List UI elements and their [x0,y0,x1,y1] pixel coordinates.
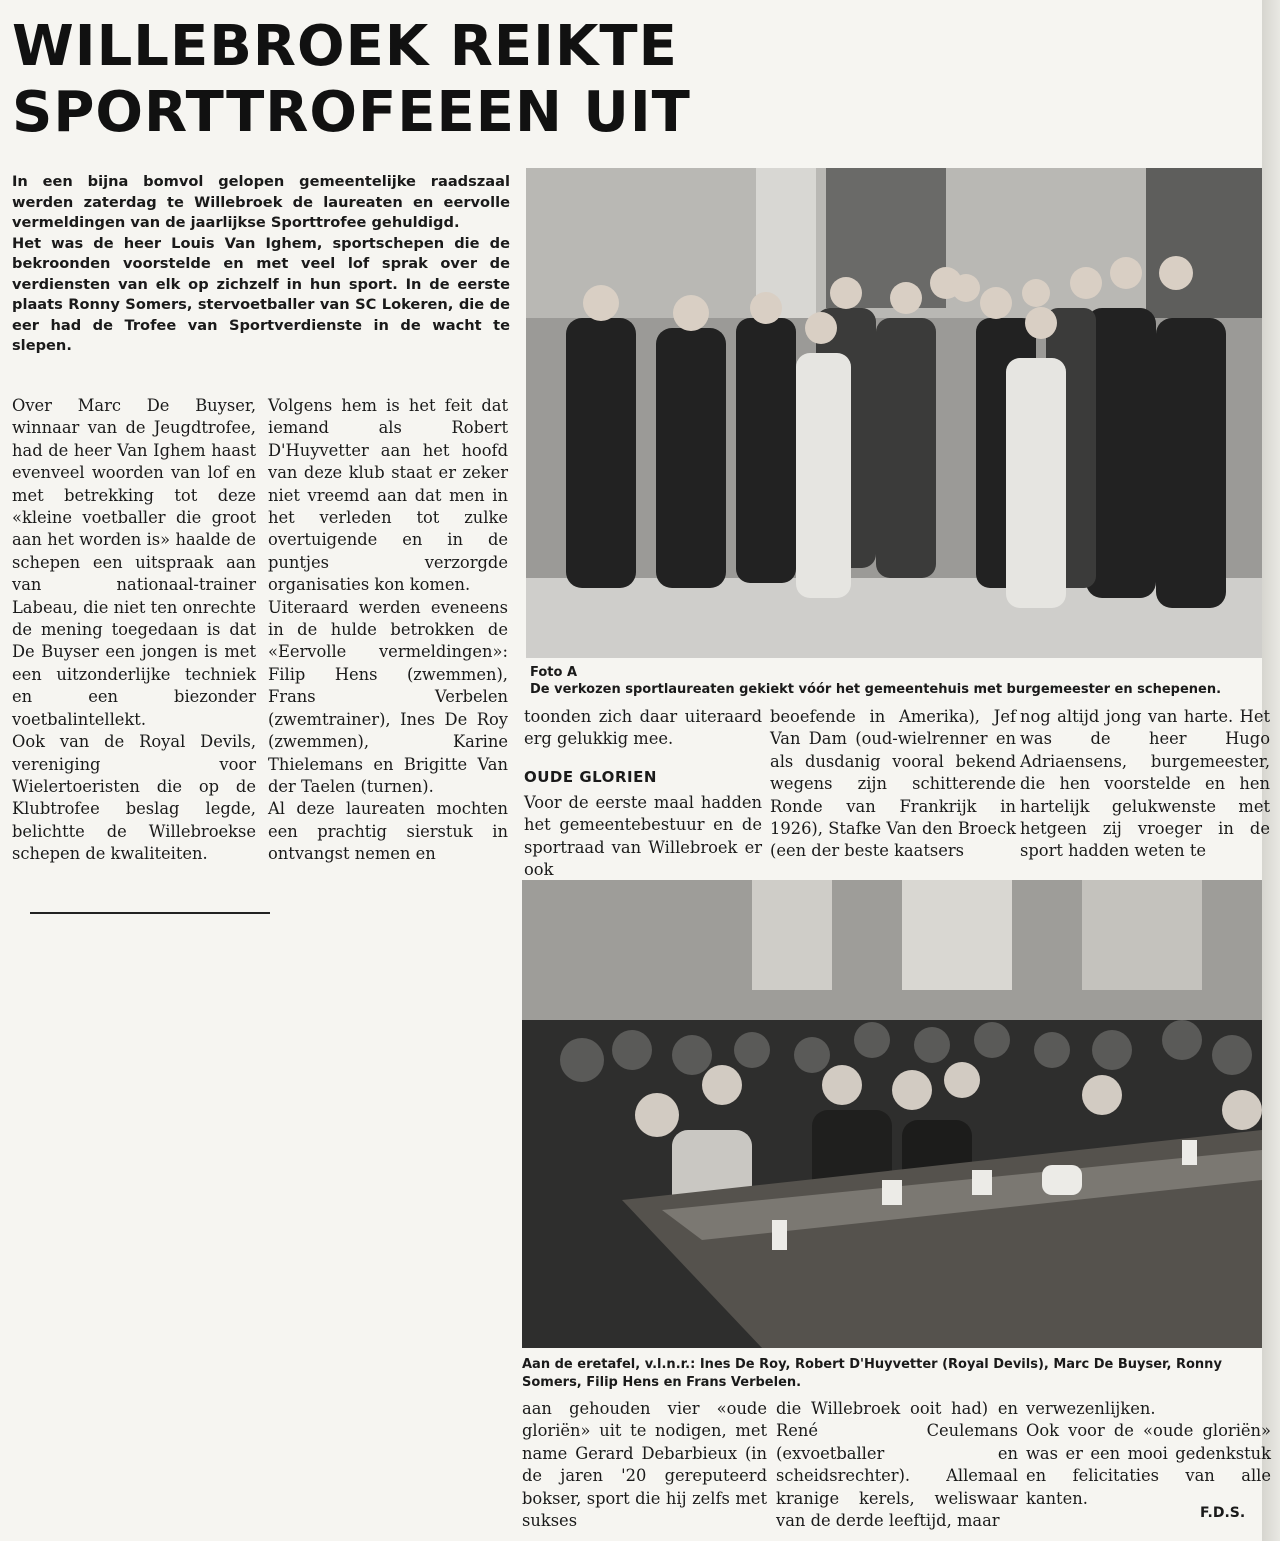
lead-paragraph-2: Het was de heer Louis Van Ighem, sportschepen die de bekroonden voorstelde en met veel lof sprak over de verdiensten van elk op zichzelf in hun sport. In de eerste plaats Ronny Somers, stervoetballer van SC Lokeren, die de eer had de Trofee van Sportverdienste in de wacht te slepen. [12,234,510,354]
column-end-rule [30,912,270,914]
lead-paragraph-1: In een bijna bomvol gelopen gemeentelijke raadszaal werden zaterdag te Willebroek de laureaten en eervolle vermeldingen van de jaarlijkse Sporttrofee gehuldigd. [12,173,510,231]
bottom-column-3 [1026,1398,1271,1510]
middle-column-2: beoefende in Amerika), Jef Van Dam (oud-wielrenner en als dusdanig vooral bekend wegens zijn schitterende Ronde van Frankrijk in 1926), Stafke Van den Broeck (een der beste kaatsers [770,707,1016,861]
middle-column-1: toonden zich daar uiteraard erg gelukkig mee. [524,707,762,749]
column-1-paragraph-2: Ook van de Royal Devils, vereniging voor Wielertoeristen die op de Klubtrofee beslag legde, belichtte de Willebroekse schepen de kwaliteiten. [12,732,256,864]
column-2-paragraph-2: Uiteraard werden eveneens in de hulde betrokken de «Eervolle vermeldingen»: Filip Hens (zwemmen), Frans Verbelen (zwemtrainer), Ines De Roy (zwemmen), Karine Thielemans en Brigitte Van der Taelen (turnen). [268,597,508,796]
photo-a-group-portrait [526,168,1262,658]
photo-b-honor-table [522,880,1262,1348]
headline [12,14,792,146]
column-2-paragraph-3: Al deze laureaten mochten een prachtig sierstuk in ontvangst nemen en [268,799,508,864]
lead-paragraph [12,172,510,357]
photo-b-caption: Aan de eretafel, v.l.n.r.: Ines De Roy, Robert D'Huyvetter (Royal Devils), Marc De Buyser, Ronny Somers, Filip Hens en Frans Verbelen. [522,1357,1222,1390]
headline-line-1: WILLEBROEK REIKTE [12,14,678,79]
middle-column-3: nog altijd jong van harte. Het was de heer Hugo Adriaensens, burgemeester, die hen voorstelde en hen hartelijk gelukwenste met hetgeen zij vroeger in de sport hadden weten te [1020,707,1270,861]
bottom-column-2: die Willebroek ooit had) en René Ceulemans (exvoetballer en scheidsrechter). Allemaal kranige kerels, weliswaar van de derde leeftijd, maar [776,1399,1018,1531]
column-1-paragraph-1: Over Marc De Buyser, winnaar van de Jeugdtrofee, had de heer Van Ighem haast evenveel woorden van lof en met betrekking tot deze «kleine voetballer die groot aan het worden is» haalde de schepen een uitspraak aan van nationaal-trainer Labeau, die niet ten onrechte de mening toegedaan is dat De Buyser een jongen is met een uitzonderlijke techniek en een biezonder voetbalintellekt. [12,396,256,729]
bottom-column-3-paragraph-1: verwezenlijken. [1026,1399,1156,1418]
author-initials: F.D.S. [1200,1505,1246,1521]
headline-line-2: SPORTTROFEEEN UIT [12,80,691,145]
photo-a-caption: De verkozen sportlaureaten gekiekt vóór het gemeentehuis met burgemeester en schepenen. [530,682,1222,697]
article-column-1 [12,395,256,866]
article-column-2 [268,395,508,866]
middle-column-1-continued: Voor de eerste maal hadden het gemeentebestuur en de sportraad van Willebroek er ook [524,793,762,880]
photo-a-label: Foto A [530,665,578,680]
section-subhead: OUDE GLORIEN [524,768,657,786]
bottom-column-3-paragraph-2: Ook voor de «oude gloriën» was er een mooi gedenkstuk en felicitaties van alle kanten. [1026,1421,1271,1508]
bottom-column-1: aan gehouden vier «oude gloriën» uit te nodigen, met name Gerard Debarbieux (in de jaren '20 gereputeerd bokser, sport die hij zelfs met sukses [522,1399,767,1531]
column-2-paragraph-1: Volgens hem is het feit dat iemand als Robert D'Huyvetter aan het hoofd van deze klub staat er zeker niet vreemd aan dat men in het verleden tot zulke overtuigende en in de puntjes verzorgde organisaties kon komen. [268,396,508,595]
